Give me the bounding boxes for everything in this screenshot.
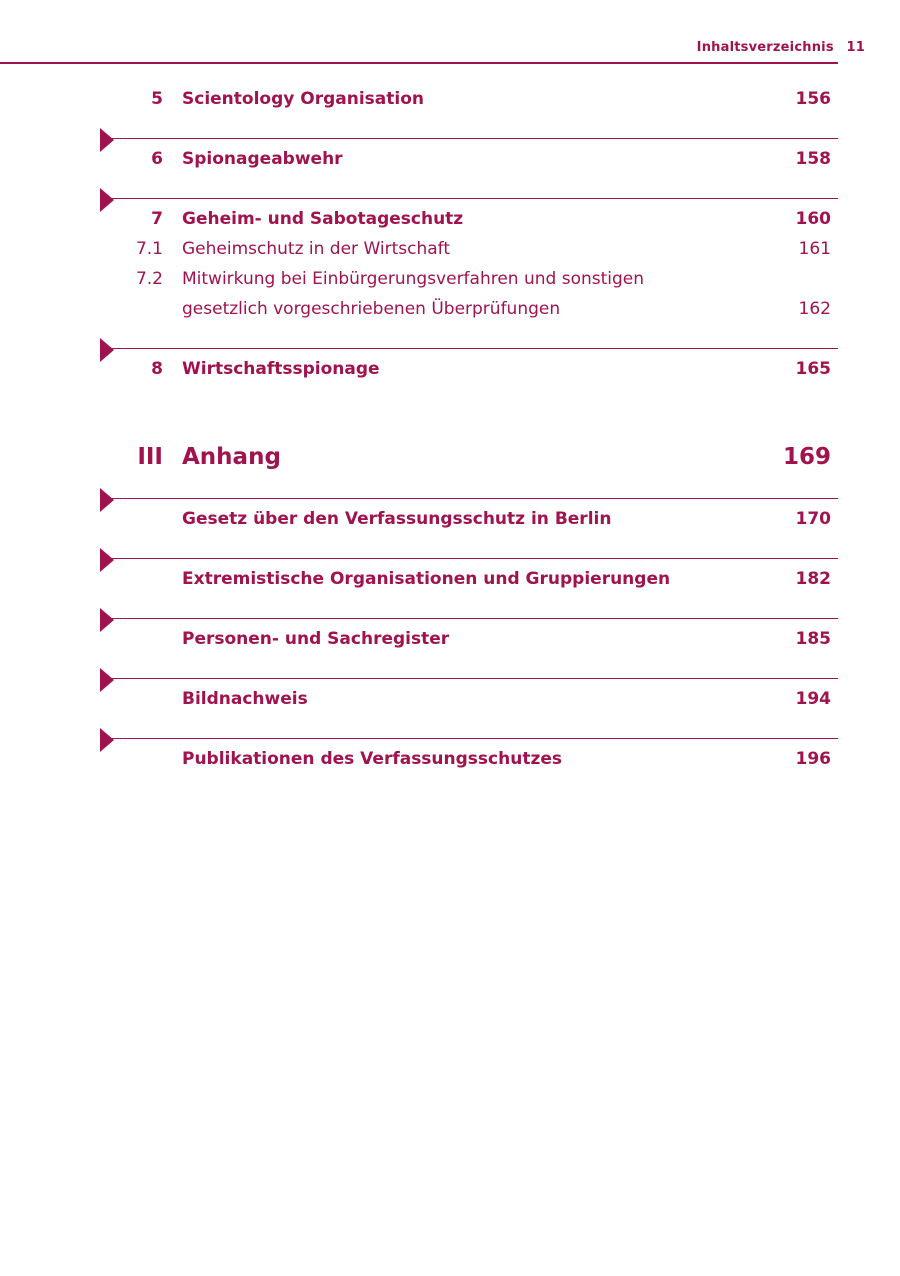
toc-entry[interactable] [0, 504, 900, 534]
section-divider [100, 618, 838, 619]
section-divider [100, 498, 838, 499]
toc-entry-page: 196 [795, 749, 831, 769]
toc-entry-page: 160 [795, 209, 831, 229]
toc-entry[interactable] [0, 84, 900, 114]
section-divider [100, 138, 838, 139]
section-divider [100, 558, 838, 559]
toc-part-heading[interactable] [0, 439, 900, 475]
running-header-title: Inhaltsverzeichnis [696, 40, 834, 55]
toc-entry[interactable] [0, 624, 900, 654]
toc-entry-number: 6 [151, 149, 163, 169]
toc-entry-page: 170 [795, 509, 831, 529]
toc-entry[interactable] [0, 354, 900, 384]
toc-entry[interactable] [0, 744, 900, 774]
toc-entry[interactable] [0, 684, 900, 714]
toc-entry-number: 7 [151, 209, 163, 229]
toc-entry-number: 8 [151, 359, 163, 379]
toc-entry-title: Extremistische Organisationen und Gruppierungen [182, 569, 671, 589]
toc-entry-title: Spionageabwehr [182, 149, 343, 169]
toc-entry-title: Gesetz über den Verfassungsschutz in Berlin [182, 509, 612, 529]
toc-entry[interactable] [0, 204, 900, 234]
part-title: Anhang [182, 444, 281, 470]
toc-entry-title: Bildnachweis [182, 689, 308, 709]
toc-entry-title: Mitwirkung bei Einbürgerungsverfahren und sonstigen [182, 269, 645, 289]
section-divider [100, 678, 838, 679]
toc-entry-title: Scientology Organisation [182, 89, 424, 109]
toc-entry-page: 165 [795, 359, 831, 379]
toc-subentry[interactable] [0, 234, 900, 264]
header-rule [0, 62, 838, 64]
toc-entry-page: 182 [795, 569, 831, 589]
part-number: III [137, 444, 163, 470]
running-header [697, 40, 865, 55]
toc-entry-page: 162 [798, 299, 831, 319]
section-divider [100, 738, 838, 739]
part-page: 169 [782, 444, 831, 470]
toc-entry-title: Personen- und Sachregister [182, 629, 450, 649]
toc-entry-title: Geheimschutz in der Wirtschaft [182, 239, 450, 259]
toc-entry-page: 156 [795, 89, 831, 109]
section-divider [100, 198, 838, 199]
toc-entry-page: 161 [798, 239, 831, 259]
toc-entry[interactable] [0, 564, 900, 594]
toc-entry-page: 158 [795, 149, 831, 169]
page-number: 11 [846, 40, 865, 55]
toc-entry-number: 5 [151, 89, 163, 109]
toc-entry-title-continuation: gesetzlich vorgeschriebenen Überprüfungen [182, 299, 561, 319]
toc-entry[interactable] [0, 144, 900, 174]
section-divider [100, 348, 838, 349]
toc-entry-number: 7.2 [135, 269, 163, 289]
toc-subentry[interactable] [0, 264, 900, 294]
toc-subentry-continuation[interactable] [0, 294, 900, 324]
toc-entry-number: 7.1 [135, 239, 163, 259]
toc-entry-title: Geheim- und Sabotageschutz [182, 209, 464, 229]
toc-entry-page: 194 [795, 689, 831, 709]
toc-entry-page: 185 [795, 629, 831, 649]
toc-entry-title: Wirtschaftsspionage [182, 359, 380, 379]
toc-entry-title: Publikationen des Verfassungsschutzes [182, 749, 562, 769]
